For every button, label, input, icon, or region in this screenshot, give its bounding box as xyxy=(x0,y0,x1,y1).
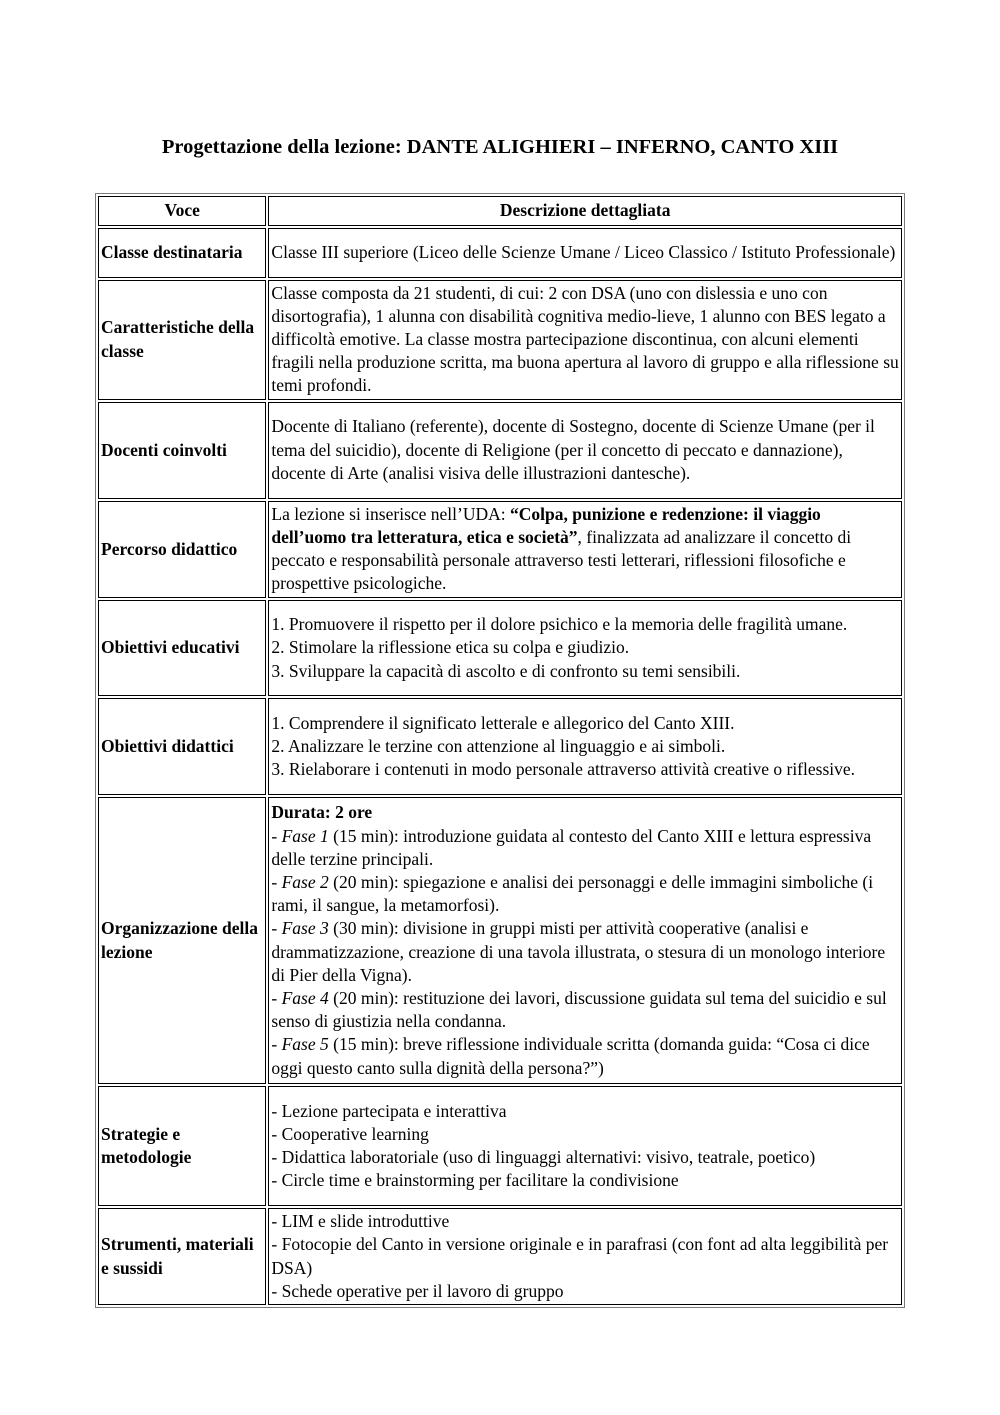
row-description xyxy=(268,600,902,697)
row-label: Organizzazione della lezione xyxy=(98,797,266,1084)
phase-prefix: - xyxy=(271,987,282,1008)
phase-label: Fase 5 xyxy=(281,1034,329,1055)
phase-prefix: - xyxy=(271,825,282,846)
duration-label: Durata: 2 ore xyxy=(271,802,373,823)
table-row xyxy=(98,1086,902,1206)
table-row xyxy=(98,797,902,1084)
row-description: Docente di Italiano (referente), docente di Sostegno, docente di Scienze Umane (per il tema del suicidio), docente di Religione (per il concetto di peccato e dannazione), docente di Arte (analisi visiva delle illustrazioni dantesche). xyxy=(268,402,902,499)
row-label: Percorso didattico xyxy=(98,501,266,598)
phase-item xyxy=(271,917,899,987)
phase-text: (15 min): introduzione guidata al contesto del Canto XIII e lettura espressiva delle terzine principali. xyxy=(271,825,872,869)
phase-text: (15 min): breve riflessione individuale scritta (domanda guida: “Cosa ci dice oggi questo canto sulla dignità della persona?”) xyxy=(271,1034,870,1078)
list-item: 2. Stimolare la riflessione etica su colpa e giudizio. xyxy=(271,637,630,658)
phase-prefix: - xyxy=(271,1034,282,1055)
row-label: Obiettivi educativi xyxy=(98,600,266,697)
phase-prefix: - xyxy=(271,918,282,939)
row-label: Strategie e metodologie xyxy=(98,1086,266,1206)
row-description: Classe composta da 21 studenti, di cui: 2 con DSA (uno con dislessia e uno con disortografia), 1 alunna con disabilità cognitiva medio-lieve, 1 alunno con BES legato a difficoltà emotive. La classe mostra partecipazione discontinua, con alcuni elementi fragili nella produzione scritta, ma buona apertura al lavoro di gruppo e alla riflessione su temi profondi. xyxy=(268,280,902,400)
list-item: 2. Analizzare le terzine con attenzione al linguaggio e ai simboli. xyxy=(271,736,726,757)
table-row xyxy=(98,698,902,795)
uda-title: “Colpa, punizione e redenzione: il viaggio dell’uomo tra letteratura, etica e società” xyxy=(271,503,821,547)
header-descrizione: Descrizione dettagliata xyxy=(268,196,902,226)
row-label: Obiettivi didattici xyxy=(98,698,266,795)
table-row xyxy=(98,280,902,400)
row-label: Classe destinataria xyxy=(98,228,266,278)
phase-text: (20 min): restituzione dei lavori, discussione guidata sul tema del suicidio e sul senso di giustizia nella condanna. xyxy=(271,987,887,1032)
row-description xyxy=(268,501,902,598)
list-item: - Schede operative per il lavoro di gruppo xyxy=(271,1280,564,1301)
row-label: Caratteristiche della classe xyxy=(98,280,266,400)
list-item: - Cooperative learning xyxy=(271,1123,429,1144)
header-voce: Voce xyxy=(98,196,266,226)
table-row xyxy=(98,1208,902,1305)
row-label: Docenti coinvolti xyxy=(98,402,266,499)
phase-label: Fase 2 xyxy=(281,871,329,892)
phase-label: Fase 4 xyxy=(281,987,329,1008)
list-item: 3. Sviluppare la capacità di ascolto e di confronto su temi sensibili. xyxy=(271,660,741,681)
phase-item xyxy=(271,825,899,871)
list-item: - Lezione partecipata e interattiva xyxy=(271,1100,507,1121)
list-item: - Didattica laboratoriale (uso di linguaggi alternativi: visivo, teatrale, poetico) xyxy=(271,1146,816,1167)
list-item: - LIM e slide introduttive xyxy=(271,1211,450,1232)
table-header-row xyxy=(98,196,902,226)
list-item: 1. Comprendere il significato letterale e allegorico del Canto XIII. xyxy=(271,713,735,734)
document-title: Progettazione della lezione: DANTE ALIGHIERI – INFERNO, CANTO XIII xyxy=(161,136,839,158)
lesson-plan-table-container xyxy=(95,193,905,1308)
uda-intro-text: La lezione si inserisce nell’UDA: xyxy=(271,503,511,524)
row-description xyxy=(268,1086,902,1206)
phase-item xyxy=(271,871,899,917)
row-description xyxy=(268,797,902,1084)
row-description: Classe III superiore (Liceo delle Scienze Umane / Liceo Classico / Istituto Professionale) xyxy=(268,228,902,278)
row-label: Strumenti, materiali e sussidi xyxy=(98,1208,266,1305)
lesson-plan-table xyxy=(95,193,905,1308)
phase-item xyxy=(271,987,899,1033)
uda-purpose-text: , finalizzata ad analizzare il concetto di peccato e responsabilità personale attraverso testi letterari, riflessioni filosofiche e prospettive psicologiche. xyxy=(271,526,852,594)
phase-label: Fase 1 xyxy=(281,825,329,846)
list-item: - Fotocopie del Canto in versione originale e in parafrasi (con font ad alta leggibilità per DSA) xyxy=(271,1234,889,1278)
phase-item xyxy=(271,1033,899,1079)
list-item: - Circle time e brainstorming per facilitare la condivisione xyxy=(271,1170,679,1191)
table-row xyxy=(98,402,902,499)
phase-label: Fase 3 xyxy=(281,918,329,939)
phase-prefix: - xyxy=(271,871,282,892)
row-description xyxy=(268,1208,902,1305)
table-row xyxy=(98,600,902,697)
list-item: 3. Rielaborare i contenuti in modo personale attraverso attività creative o riflessive. xyxy=(271,759,856,780)
phase-text: (30 min): divisione in gruppi misti per attività cooperative (analisi e drammatizzazione, creazione di una tavola illustrata, o stesura di un monologo interiore di Pier della Vigna). xyxy=(271,918,886,985)
list-item: 1. Promuovere il rispetto per il dolore psichico e la memoria delle fragilità umane. xyxy=(271,614,848,635)
row-description xyxy=(268,698,902,795)
phase-text: (20 min): spiegazione e analisi dei personaggi e delle immagini simboliche (i rami, il sangue, la metamorfosi). xyxy=(271,871,874,916)
table-row xyxy=(98,501,902,598)
table-row xyxy=(98,228,902,278)
